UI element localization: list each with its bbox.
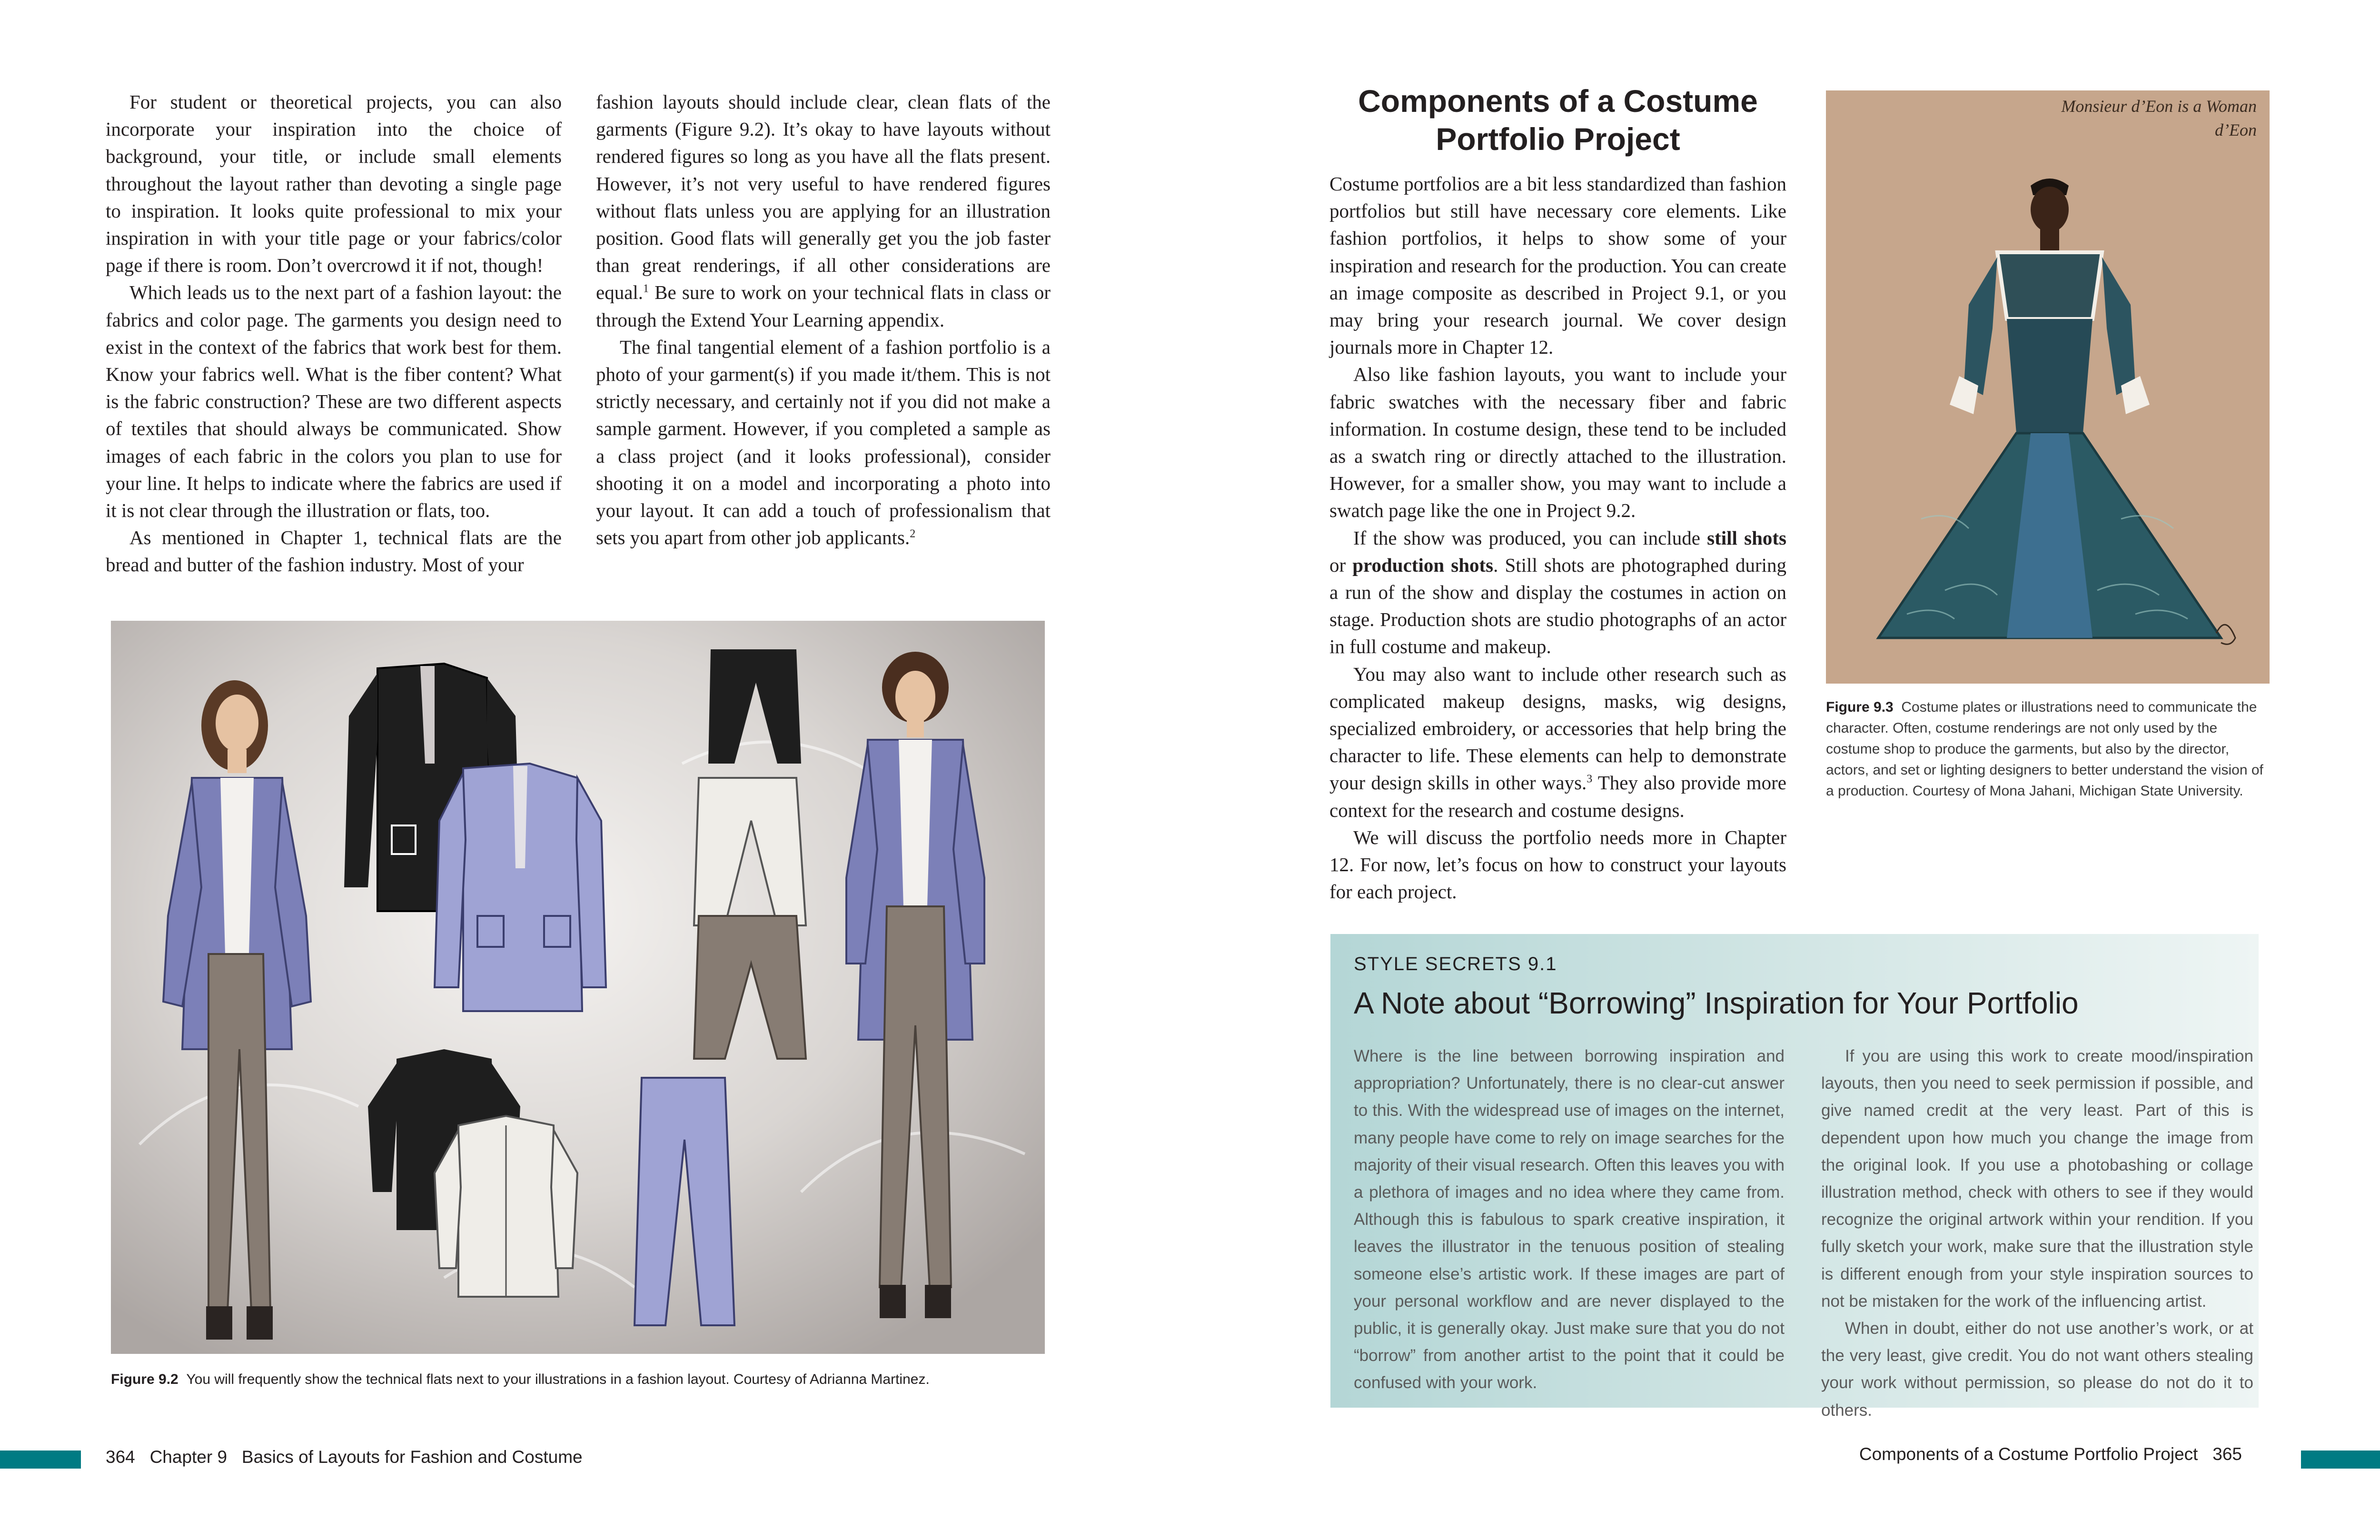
- text-run: If the show was produced, you can include: [1353, 527, 1707, 549]
- paragraph: Which leads us to the next part of a fashion layout: the fabrics and color page. The garments you design need to exist in the context of the fabrics that work best for them. Know your fabrics well. What is the fiber content? What is the fabric construction? These are two different aspects of textiles that should always be communicated. Show images of each fabric in the colors you plan to use for your line. It helps to indicate where the fabrics are used if it is not clear through the illustration or flats, too.: [106, 281, 562, 522]
- paragraph: If you are using this work to create mood/inspiration layouts, then you need to seek permission if possible, and give named credit at the very least. Part of this is dependent upon how much you change the image from the original look. If you use a photobashing or collage illustration method, check with others to see if they would recognize the original artwork within your rendition. If you fully sketch your work, make sure that the illustration style is different enough from your style inspiration sources to not be mistaken for the work of the influencing artist.: [1821, 1047, 2253, 1311]
- plate-title-line: d’Eon: [2215, 120, 2257, 139]
- paragraph: [1329, 661, 1786, 824]
- paragraph: [596, 334, 1051, 552]
- term: production shots: [1352, 554, 1494, 576]
- text-run: You may also want to include other research such as complicated makeup designs, masks, wig designs, specialized embroidery, or accessories that help bring the character to life. These elements can help to demonstrate your design skills in other ways.: [1329, 663, 1786, 794]
- sidebar-kicker: STYLE SECRETS 9.1: [1354, 954, 1557, 974]
- paragraph: Where is the line between borrowing inspiration and appropriation? Unfortunately, there is no clear-cut answer to this. With the widespread use of images on the internet, many people have come to rely on image searches for the majority of their visual research. Often this leaves you with a plethora of images and no idea where they came from. Although this is fabulous to spark creative inspiration, it leaves the illustrator in the tenuous position of stealing someone else’s artistic work. If these images are part of your personal workflow and are never displayed to the public, it is generally okay. Just make sure that you do not “borrow” from another artist to the point that it could be confused with your work.: [1354, 1047, 1785, 1392]
- paragraph: For student or theoretical projects, you can also incorporate your inspiration into the choice of background, your title, or include small elements throughout the layout rather than devoting a single page to inspiration. It looks quite professional to mix your inspiration in with your title page or your fabrics/color page if there is room. Don’t overcrowd it if not, though!: [106, 91, 562, 277]
- figure-9-3-caption: [1826, 697, 2269, 802]
- figure-label: Figure 9.3: [1826, 699, 1894, 715]
- heading-line: Components of a Costume: [1358, 83, 1758, 119]
- caption-text: Costume plates or illustrations need to communicate the character. Often, costume renderings are not only used by the costume shop to produce the garments, but also by the director, actors, and set or lighting designers to better understand the vision of a production. Courtesy of Mona Jahani, Michigan State University.: [1826, 699, 2263, 799]
- sidebar-column-2: [1821, 1043, 2253, 1424]
- text-run: Be sure to work on your technical flats in class or through the Extend Your Learning appendix.: [596, 281, 1051, 331]
- figure-9-2-caption: [111, 1370, 1063, 1389]
- paragraph: [1329, 525, 1786, 661]
- footnote-ref: 1: [643, 282, 649, 295]
- heading-line: Portfolio Project: [1436, 121, 1680, 157]
- footnote-ref: 2: [910, 527, 916, 540]
- text-run: fashion layouts should include clear, clean flats of the garments (Figure 9.2). It’s okay to have layouts without rendered figures so long as you have all the flats present. However, it’s not very useful to have rendered figures without flats unless you are applying for an illustration position. Good flats will generally get you the job faster than great renderings, if all other considerations are equal.: [596, 91, 1051, 304]
- left-column-1: [106, 89, 562, 579]
- left-column-2: [596, 89, 1051, 551]
- sidebar-column-1: [1354, 1043, 1785, 1397]
- fashion-layout-illustration: [111, 621, 1045, 1354]
- term: still shots: [1707, 527, 1786, 549]
- costume-plate-illustration: [1826, 90, 2270, 684]
- footer-accent-bar-left: [0, 1451, 81, 1469]
- footer-left: 364 Chapter 9 Basics of Layouts for Fashion and Costume: [106, 1447, 583, 1467]
- text-run: . Still shots are photographed during a run of the show and display the costumes in action on stage. Production shots are studio photographs of an actor in full costume and makeup.: [1329, 554, 1787, 658]
- footer-accent-bar-right: [2301, 1451, 2380, 1469]
- caption-text: You will frequently show the technical flats next to your illustrations in a fashion layout. Courtesy of Adrianna Martinez.: [186, 1371, 930, 1387]
- paragraph: We will discuss the portfolio needs more in Chapter 12. For now, let’s focus on how to construct your layouts for each project.: [1329, 826, 1786, 903]
- right-column-body: [1329, 170, 1786, 905]
- paragraph: [596, 89, 1051, 334]
- footer-right: Components of a Costume Portfolio Project 365: [1859, 1444, 2242, 1464]
- figure-9-2-image: [111, 621, 1045, 1354]
- paragraph: Costume portfolios are a bit less standardized than fashion portfolios but still have necessary core elements. Like fashion portfolios, it helps to show some of your inspiration and research for the production. You can create an image composite as described in Project 9.1, or you may bring your research journal. We cover design journals more in Chapter 12.: [1329, 173, 1786, 358]
- figure-9-3-image: [1826, 90, 2270, 684]
- footnote-ref: 3: [1587, 773, 1593, 785]
- text-run: They also provide more context for the research and costume designs.: [1329, 772, 1786, 821]
- figure-label: Figure 9.2: [111, 1371, 178, 1387]
- section-heading: [1329, 82, 1786, 158]
- text-run: The final tangential element of a fashion portfolio is a photo of your garment(s) if you made it/them. This is not strictly necessary, and certainly not if you did not make a sample garment. However, if you completed a sample as a class project (and it looks professional), consider shooting it on a model and incorporating a photo into your layout. It can add a touch of professionalism that sets you apart from other job applicants.: [596, 336, 1051, 549]
- paragraph: When in doubt, either do not use another’s work, or at the very least, give credit. You do not want others stealing your work without permission, so please do not do it to others.: [1821, 1319, 2253, 1420]
- paragraph: Also like fashion layouts, you want to include your fabric swatches with the necessary fiber and fabric information. In costume design, these tend to be included as a swatch ring or directly attached to the illustration. However, for a smaller show, you may want to include a swatch page like the one in Project 9.2.: [1329, 363, 1786, 522]
- paragraph: As mentioned in Chapter 1, technical flats are the bread and butter of the fashion industry. Most of your: [106, 527, 562, 576]
- plate-title-line: Monsieur d’Eon is a Woman: [2061, 97, 2257, 116]
- text-run: or: [1329, 554, 1353, 576]
- sidebar-title: A Note about “Borrowing” Inspiration for Your Portfolio: [1354, 986, 2079, 1020]
